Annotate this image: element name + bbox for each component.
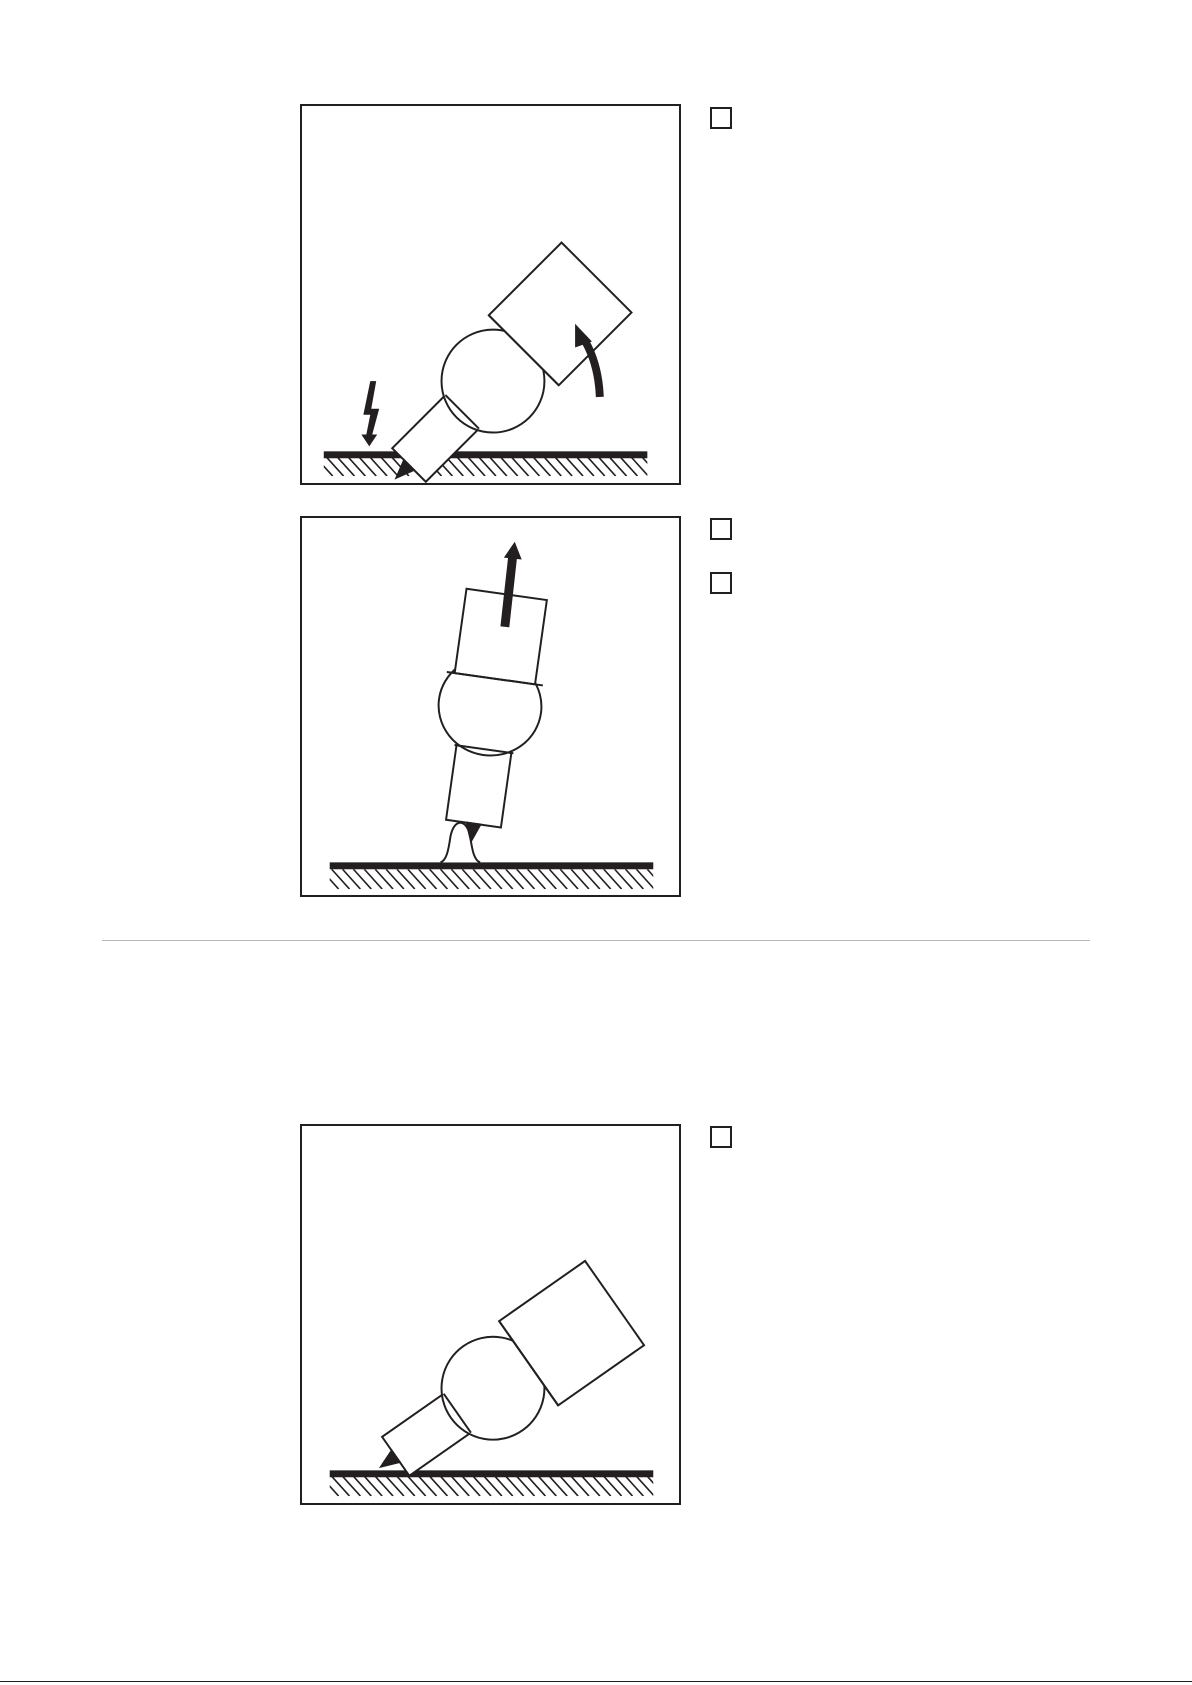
figure-torch-tilt-ignition xyxy=(300,104,681,485)
torch-end-illustration xyxy=(302,1126,679,1503)
step-checkbox-3[interactable] xyxy=(710,572,732,594)
step-checkbox-1[interactable] xyxy=(710,107,732,129)
torch-icon xyxy=(352,1261,644,1503)
lightning-icon xyxy=(361,381,379,446)
workpiece-icon xyxy=(310,862,676,889)
workpiece-icon xyxy=(304,451,670,476)
torch-icon xyxy=(420,587,557,848)
section-divider xyxy=(102,940,1090,941)
figure-torch-lift-off xyxy=(300,516,681,897)
footer-rule xyxy=(0,1681,1192,1682)
step-checkbox-2[interactable] xyxy=(710,518,732,540)
torch-tilt-illustration xyxy=(302,106,679,483)
figure-torch-tilted-end xyxy=(300,1124,681,1505)
torch-lift-illustration xyxy=(302,518,679,895)
workpiece-icon xyxy=(310,1470,676,1496)
step-checkbox-4[interactable] xyxy=(710,1126,732,1148)
